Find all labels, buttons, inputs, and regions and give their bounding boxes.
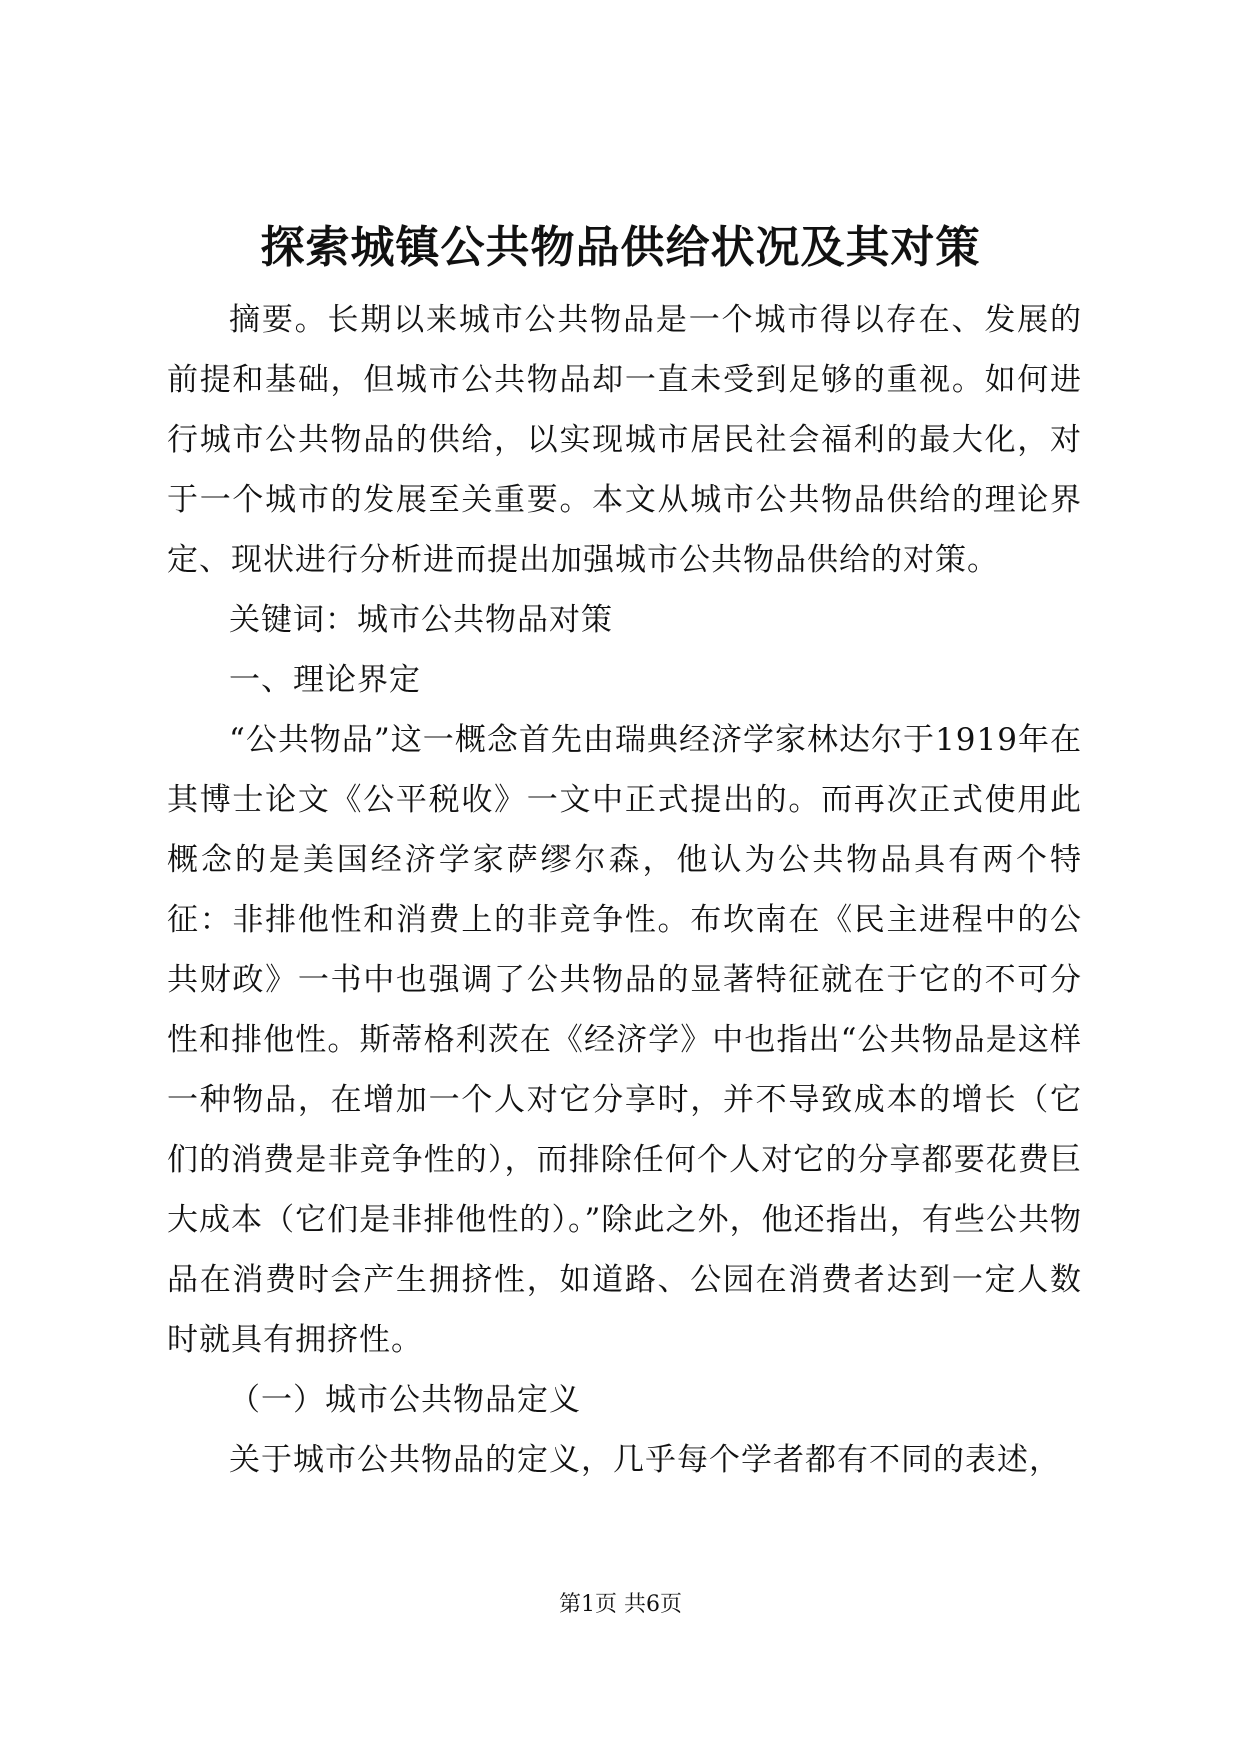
subsection-heading-definition: （一）城市公共物品定义 bbox=[229, 1382, 581, 1418]
body-paragraph-public-goods: “公共物品”这一概念首先由瑞典经济学家林达尔于1919年在其博士论文《公平税收》一文中正式提出的。而再次正式使用此概念的是美国经济学家萨缪尔森，他认为公共物品具有两个特征：非排他性和消费上的非竞争性。布坎南在《民主进程中的公共财政》一书中也强调了公共物品的显著特征就在于它的不可分性和排他性。斯蒂格利茨在《经济学》中也指出“公共物品是这样一种物品，在增加一个人对它分享时，并不导致成本的增长（它们的消费是非竞争性的），而排除任何个人对它的分享都要花费巨大成本（它们是非排他性的）。”除此之外，他还指出，有些公共物品在消费时会产生拥挤性，如道路、公园在消费者达到一定人数时就具有拥挤性。 bbox=[167, 722, 1082, 1358]
abstract-paragraph: 摘要。长期以来城市公共物品是一个城市得以存在、发展的前提和基础，但城市公共物品却一直未受到足够的重视。如何进行城市公共物品的供给，以实现城市居民社会福利的最大化，对于一个城市的发展至关重要。本文从城市公共物品供给的理论界定、现状进行分析进而提出加强城市公共物品供给的对策。 bbox=[167, 302, 1082, 578]
section-heading-theory: 一、理论界定 bbox=[229, 662, 421, 698]
keywords-paragraph: 关键词：城市公共物品对策 bbox=[229, 602, 613, 638]
page-footer: 第1页 共6页 bbox=[559, 1592, 682, 1617]
document-body bbox=[167, 290, 1082, 1490]
document-title: 探索城镇公共物品供给状况及其对策 bbox=[260, 222, 981, 273]
body-paragraph-definition: 关于城市公共物品的定义，几乎每个学者都有不同的表述， bbox=[229, 1442, 1061, 1478]
